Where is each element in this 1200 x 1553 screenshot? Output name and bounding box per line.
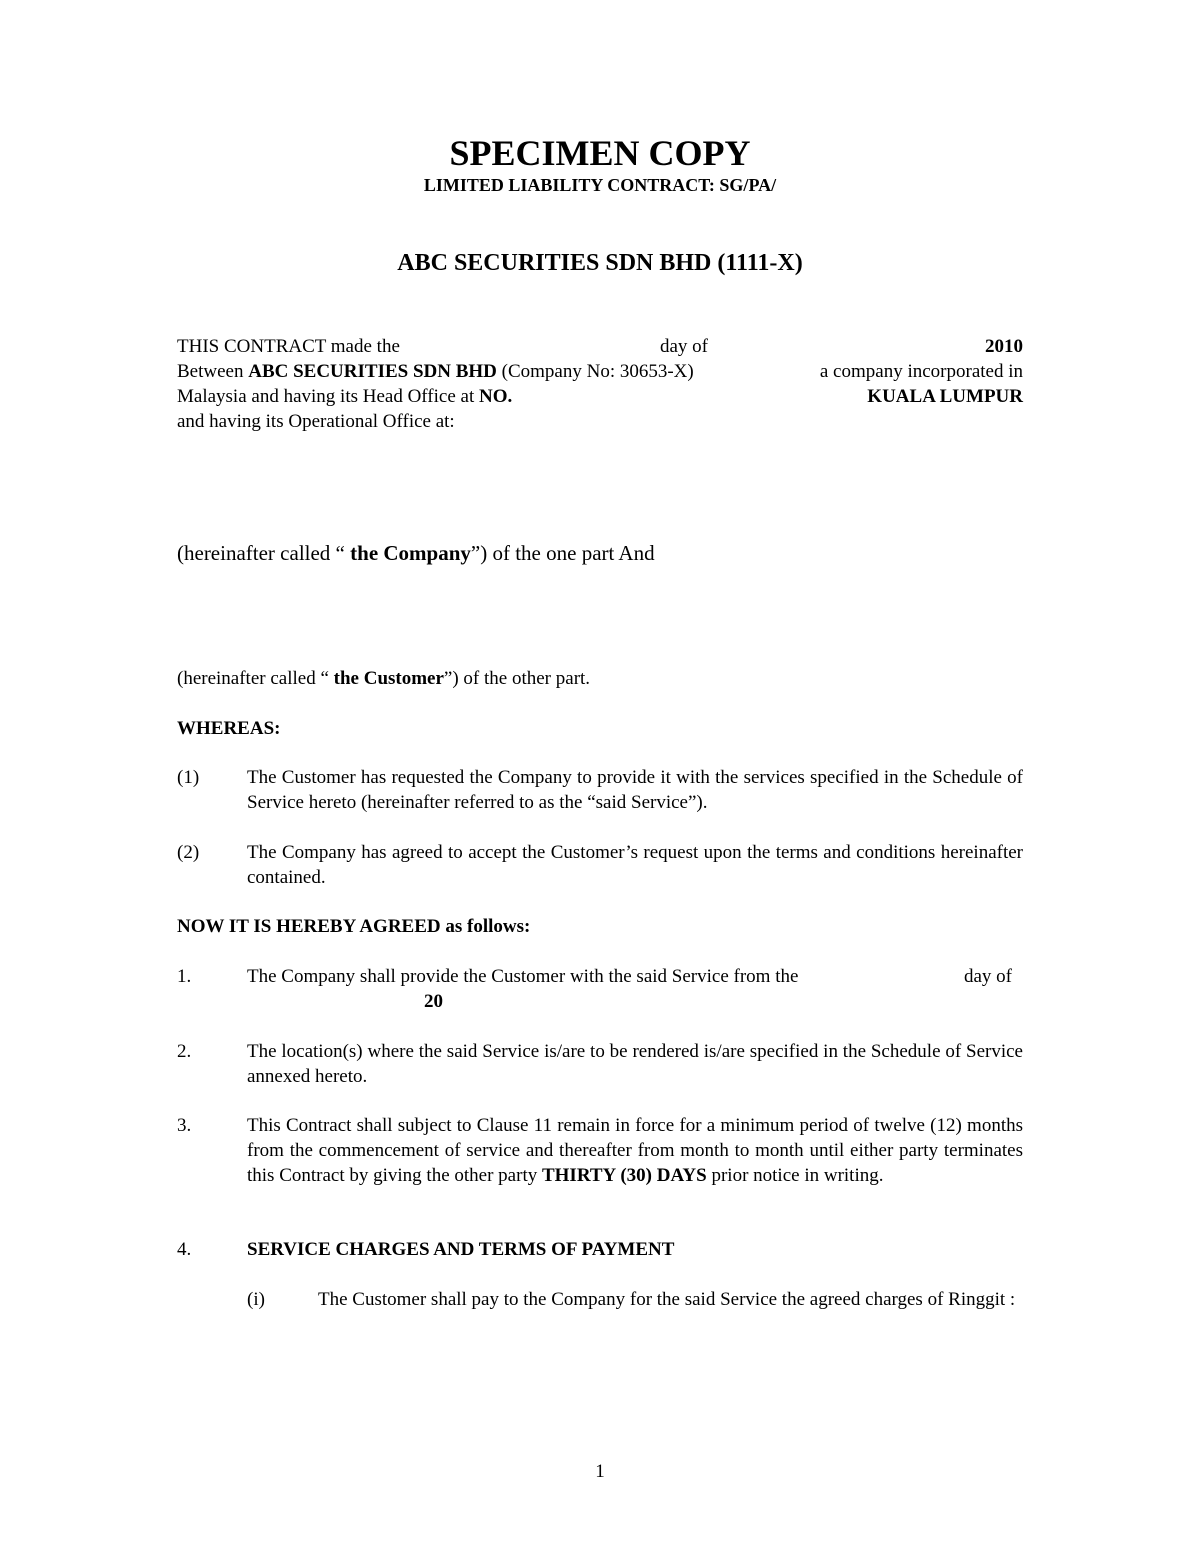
whereas-heading: WHEREAS: xyxy=(177,718,281,739)
whereas-item-2-text: The Company has agreed to accept the Customer’s request upon the terms and conditions hereinafter contained. xyxy=(247,842,1023,888)
preamble-company-name: ABC SECURITIES SDN BHD xyxy=(248,361,497,382)
preamble-day-of: day of xyxy=(660,336,709,357)
contract-reference: LIMITED LIABILITY CONTRACT: SG/PA/ xyxy=(423,175,777,195)
company-party-line: (hereinafter called “ the Company”) of the one part And xyxy=(177,541,655,565)
clause-1-day-of: day of xyxy=(964,966,1013,987)
clause-4-heading: SERVICE CHARGES AND TERMS OF PAYMENT xyxy=(247,1239,675,1260)
preamble-between-text: Between ABC SECURITIES SDN BHD (Company No: 30653-X) xyxy=(177,361,694,382)
whereas-item-2-number: (2) xyxy=(177,842,200,863)
clause-3-number: 3. xyxy=(177,1115,192,1136)
preamble-no: NO. xyxy=(478,386,513,407)
whereas-item-1-text: The Customer has requested the Company to provide it with the services specified in the Schedule of Service hereto (hereinafter referred to as the “said Service”). xyxy=(247,767,1023,813)
clause-3-text: This Contract shall subject to Clause 11 remain in force for a minimum period of twelve (12) months from the commencement of service and thereafter from month to month until either party terminates this Contract by giving the other party THIRTY (30) DAYS prior notice in writing. xyxy=(247,1115,1023,1186)
preamble-between-line xyxy=(177,359,1023,384)
preamble-incorporated: a company incorporated in xyxy=(819,361,1023,382)
clause-4-sub-text: The Customer shall pay to the Company for the said Service the agreed charges of Ringgit : xyxy=(318,1289,1016,1310)
document-title: SPECIMEN COPY xyxy=(449,133,751,173)
preamble-year: 2010 xyxy=(985,336,1023,357)
company-party-label: the Company xyxy=(344,541,471,565)
clause-3-notice-period: THIRTY (30) DAYS xyxy=(541,1165,707,1186)
preamble-head-office: Malaysia and having its Head Office at xyxy=(177,386,475,407)
preamble-made-the: THIS CONTRACT made the xyxy=(177,336,400,357)
company-heading: ABC SECURITIES SDN BHD (1111-X) xyxy=(397,250,803,276)
clause-2-text: The location(s) where the said Service is/are to be rendered is/are specified in the Schedule of Service annexed hereto. xyxy=(247,1041,1023,1087)
clause-4-number: 4. xyxy=(177,1239,192,1260)
clause-1-year: 20 xyxy=(424,991,443,1012)
preamble-kuala-lumpur: KUALA LUMPUR xyxy=(867,386,1023,407)
preamble-company-no: (Company No: 30653-X) xyxy=(501,361,694,382)
whereas-item-1-number: (1) xyxy=(177,767,200,788)
preamble-head-office-line xyxy=(177,384,512,409)
page-number: 1 xyxy=(595,1461,605,1482)
customer-party-line: (hereinafter called “ the Customer”) of the other part. xyxy=(177,668,591,689)
clause-1-number: 1. xyxy=(177,966,192,987)
preamble-operational-office: and having its Operational Office at: xyxy=(177,411,455,432)
clause-1-text: The Company shall provide the Customer with the said Service from the xyxy=(247,966,799,987)
clause-4-sub-number: (i) xyxy=(247,1289,265,1310)
customer-party-label: the Customer xyxy=(328,668,444,689)
clause-2-number: 2. xyxy=(177,1041,192,1062)
agreed-heading: NOW IT IS HEREBY AGREED as follows: xyxy=(177,916,531,937)
